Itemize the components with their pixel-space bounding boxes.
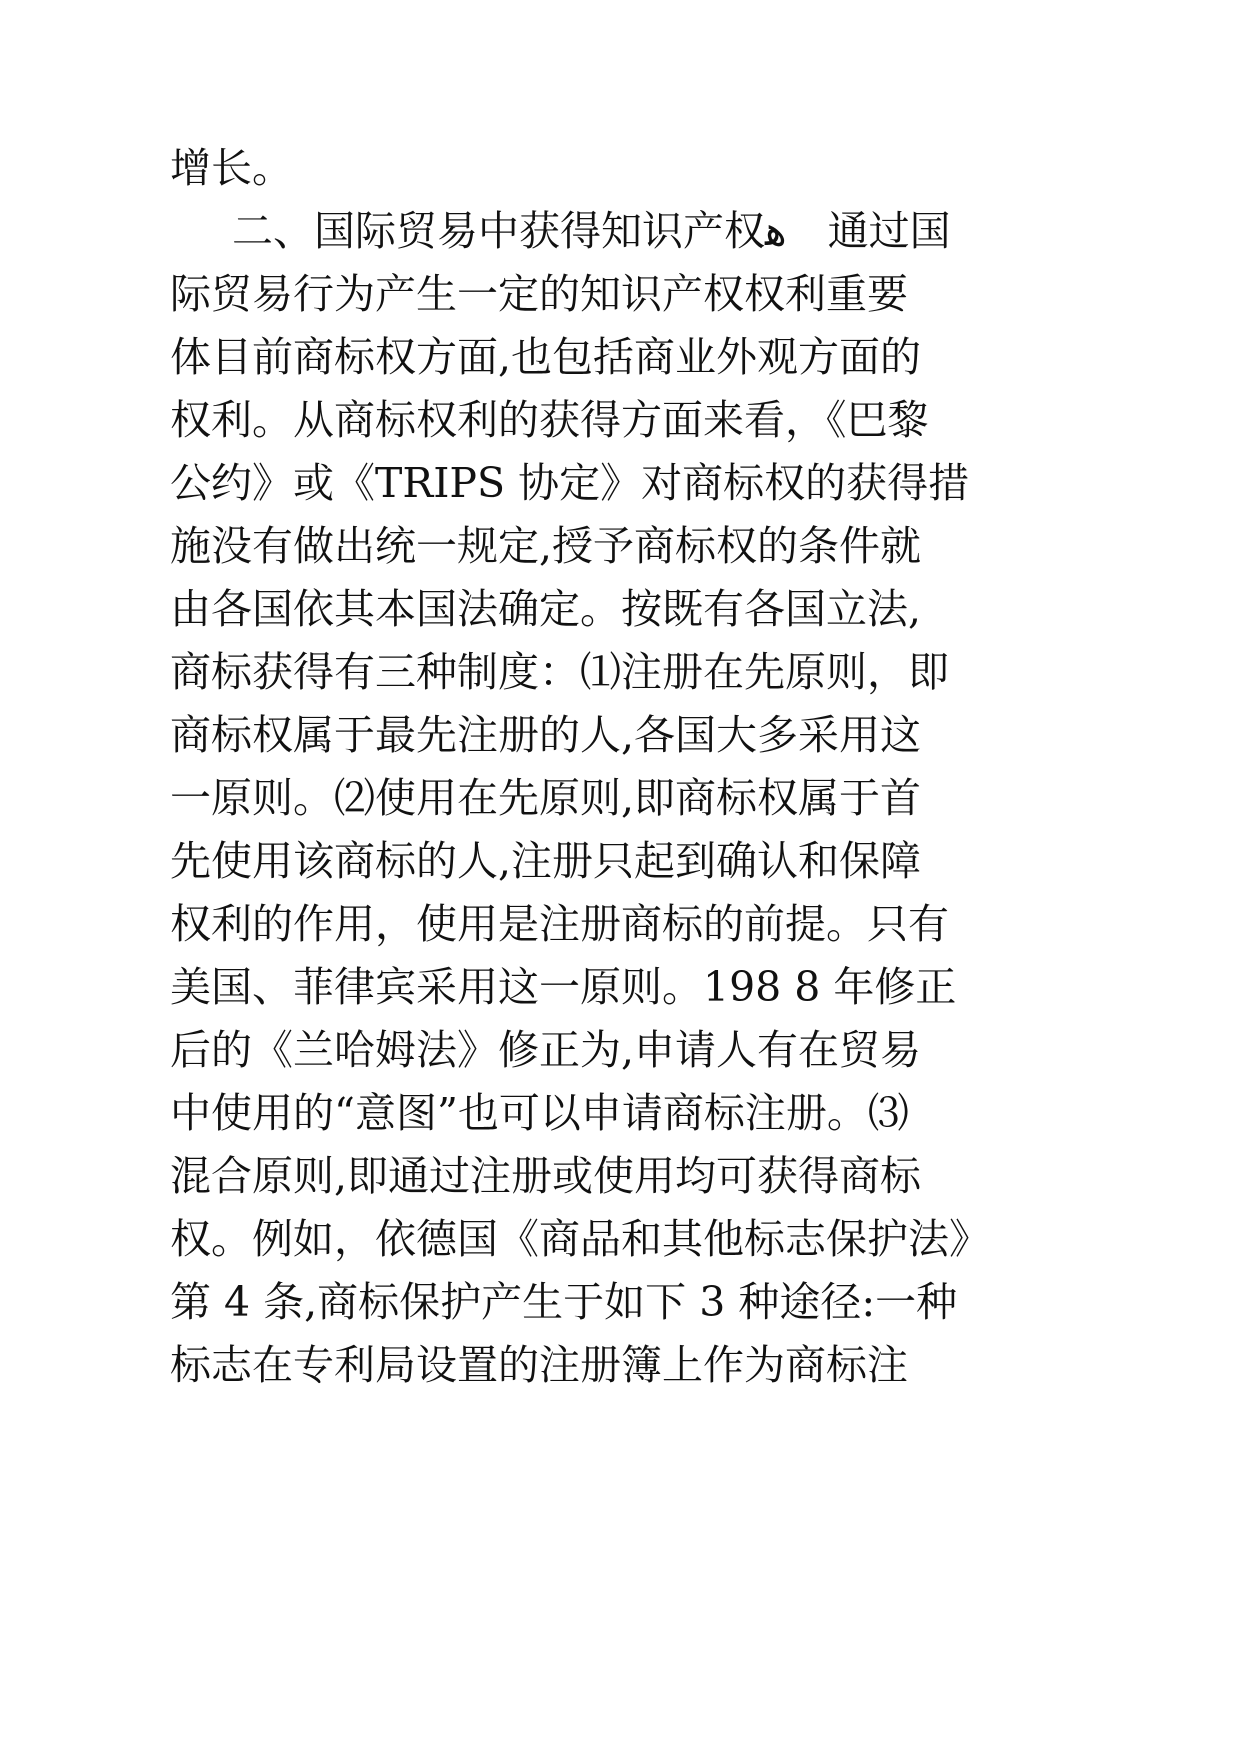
text-line: 权。例如，依德国《商品和其他标志保护法》 xyxy=(170,1215,990,1263)
text-line: 美国、菲律宾采用这一原则。198 8 年修正 xyxy=(170,963,957,1011)
text-line: 体目前商标权方面,也包括商业外观方面的 xyxy=(170,333,922,381)
body-text xyxy=(170,137,1170,1397)
text-line: 际贸易行为产生一定的知识产权权利重要 xyxy=(170,270,908,318)
section-heading-line: 二、国际贸易中获得知识产权ﻫ 通过国 xyxy=(232,207,951,255)
text-line: 施没有做出统一规定,授予商标权的条件就 xyxy=(170,522,922,570)
text-line: 混合原则,即通过注册或使用均可获得商标 xyxy=(170,1152,922,1200)
text-line: 中使用的“意图”也可以申请商标注册。⑶ xyxy=(170,1089,909,1137)
text-line: 增长。 xyxy=(170,144,293,192)
text-line: 一原则。⑵使用在先原则,即商标权属于首 xyxy=(170,774,922,822)
text-line: 先使用该商标的人,注册只起到确认和保障 xyxy=(170,837,922,885)
text-line: 公约》或《TRIPS 协定》对商标权的获得措 xyxy=(170,459,970,507)
text-line: 后的《兰哈姆法》修正为,申请人有在贸易 xyxy=(170,1026,922,1074)
text-line: 第 4 条,商标保护产生于如下 3 种途径:一种 xyxy=(170,1278,958,1326)
text-line: 标志在专利局设置的注册簿上作为商标注 xyxy=(170,1341,908,1389)
text-line: 商标权属于最先注册的人,各国大多采用这 xyxy=(170,711,922,759)
text-line: 权利的作用，使用是注册商标的前提。只有 xyxy=(170,900,949,948)
text-line: 由各国依其本国法确定。按既有各国立法, xyxy=(170,585,922,633)
text-line: 商标获得有三种制度：⑴注册在先原则，即 xyxy=(170,648,949,696)
text-line: 权利。从商标权利的获得方面来看，《巴黎 xyxy=(170,396,929,444)
